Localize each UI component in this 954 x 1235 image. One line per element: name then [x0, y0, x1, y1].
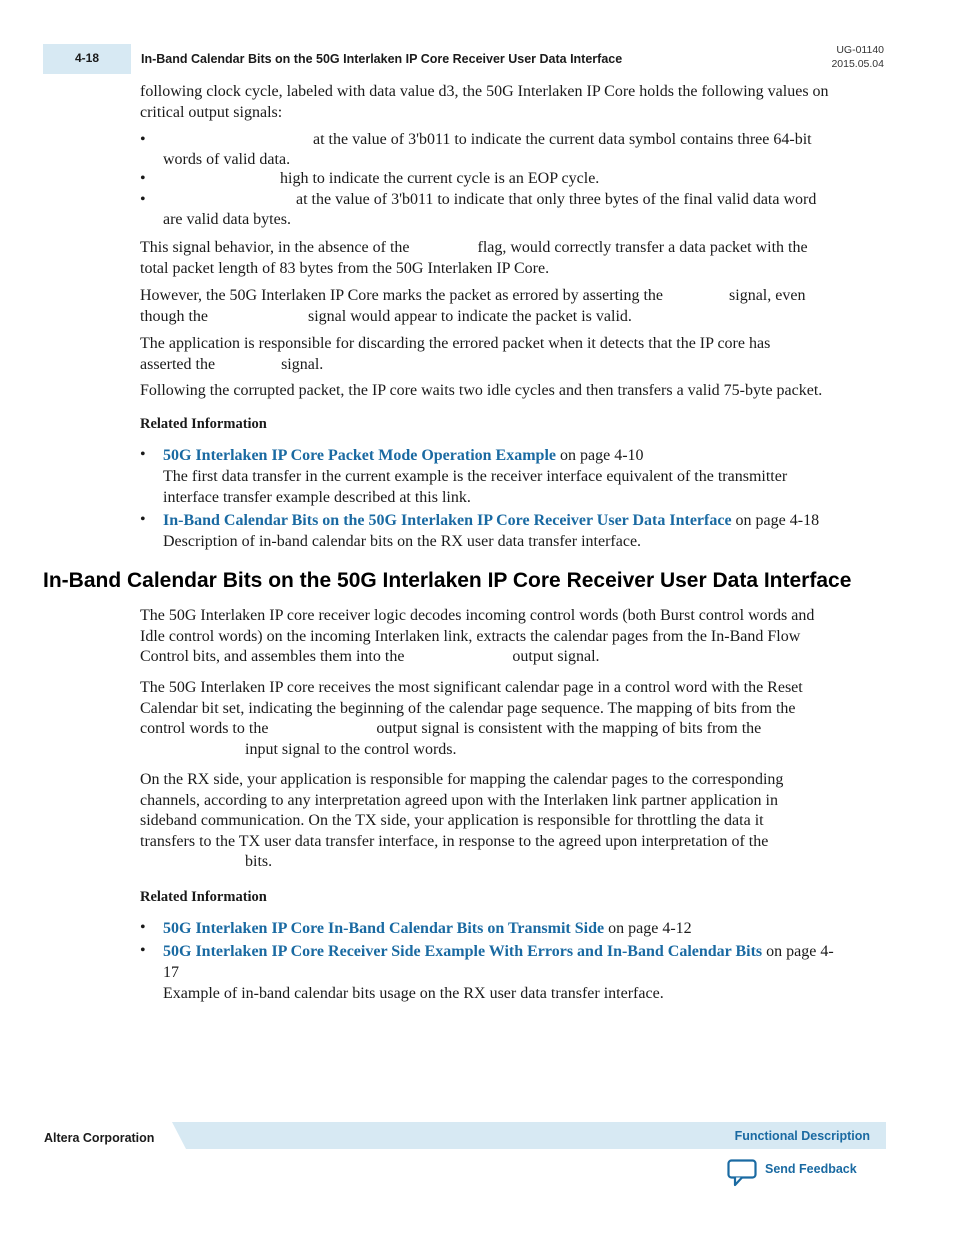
bullet-text-line: are valid data bytes. [163, 210, 291, 228]
text-run: Calendar bit set, indicating the beginning of the calendar page sequence. The mapping of bits from the [140, 699, 796, 717]
bullet-dot: • [140, 191, 146, 208]
paragraph [140, 770, 870, 873]
text-run: flag, would correctly transfer a data packet with the [477, 239, 808, 256]
speech-bubble-icon[interactable] [727, 1159, 757, 1192]
bullet-text [163, 169, 863, 189]
bullet-dot: • [140, 511, 146, 528]
related-link-page: on page 4-12 [608, 920, 692, 937]
bullet-text [163, 190, 863, 229]
document-id [831, 43, 884, 71]
related-link-description: interface transfer example described at this link. [163, 489, 471, 506]
bullet-dot: • [140, 131, 146, 148]
bullet-dot: • [140, 942, 146, 959]
related-link[interactable]: 50G Interlaken IP Core Packet Mode Operation Example [163, 447, 556, 464]
related-link-text [163, 918, 863, 939]
related-link-page: on page 4-18 [735, 512, 820, 529]
paragraph [140, 678, 870, 760]
text-run: signal would appear to indicate the packet is valid. [308, 307, 632, 325]
text-run: signal, even [729, 287, 806, 304]
bullet-text-line: high to indicate the current cycle is an EOP cycle. [280, 170, 600, 187]
footer-section-link[interactable]: Functional Description [734, 1129, 870, 1143]
text-run: Idle control words) on the incoming Interlaken link, extracts the calendar pages from the In-Band Flow [140, 627, 801, 645]
related-link[interactable]: 50G Interlaken IP Core In-Band Calendar Bits on Transmit Side [163, 920, 605, 937]
paragraph [140, 606, 870, 668]
text-run: However, the 50G Interlaken IP Core marks the packet as errored by asserting the [140, 287, 664, 304]
text-run: sideband communication. On the TX side, your application is responsible for throttling the data it [140, 812, 764, 829]
send-feedback-link[interactable]: Send Feedback [765, 1162, 857, 1176]
text-run: output signal. [512, 648, 600, 665]
section-heading: In-Band Calendar Bits on the 50G Interlaken IP Core Receiver User Data Interface [43, 569, 852, 592]
text-run: output signal is consistent with the mapping of bits from the [376, 720, 762, 737]
related-link-page: on page 4-10 [560, 447, 644, 464]
text-run: control words to the [140, 720, 269, 737]
intro-paragraph: following clock cycle, labeled with data value d3, the 50G Interlaken IP Core holds the following values on critical output signals: [140, 83, 829, 121]
paragraph [140, 334, 870, 375]
related-link[interactable]: In-Band Calendar Bits on the 50G Interlaken IP Core Receiver User Data Interface [163, 512, 732, 529]
bullet-dot: • [140, 170, 146, 187]
paragraph: Following the corrupted packet, the IP core waits two idle cycles and then transfers a valid 75-byte packet. [140, 382, 823, 399]
text-run: signal. [281, 355, 324, 373]
related-link-text [163, 941, 863, 1004]
bullet-text [163, 130, 863, 169]
bullet-text-line: at the value of 3'b011 to indicate the current data symbol contains three 64-bit [313, 131, 812, 148]
text-run: though the [140, 307, 208, 325]
related-link-page: on page 4- [766, 943, 834, 960]
bullet-text-line: words of valid data. [163, 150, 291, 168]
text-run: Control bits, and assembles them into the [140, 648, 405, 665]
text-run: transfers to the TX user data transfer interface, in response to the agreed upon interpretation of the [140, 832, 769, 850]
document-id-number: UG-01140 [836, 44, 884, 56]
document-date: 2015.05.04 [831, 58, 884, 70]
related-link-text [163, 510, 863, 552]
text-run: The application is responsible for discarding the errored packet when it detects that the IP core has [140, 335, 771, 352]
related-information-heading: Related Information [140, 889, 267, 905]
text-run: The 50G Interlaken IP core receives the most significant calendar page in a control word with the Reset [140, 679, 803, 696]
bullet-text-line: at the value of 3'b011 to indicate that only three bytes of the final valid data word [296, 191, 817, 208]
paragraph [140, 238, 870, 279]
text-run: input signal to the control words. [245, 740, 457, 758]
related-link[interactable]: 50G Interlaken IP Core Receiver Side Example With Errors and In-Band Calendar Bits [163, 943, 763, 960]
related-link-page-continued: 17 [163, 964, 179, 981]
bullet-dot: • [140, 919, 146, 936]
related-link-text [163, 445, 863, 508]
text-run: asserted the [140, 355, 216, 373]
text-run: total packet length of 83 bytes from the 50G Interlaken IP Core. [140, 259, 550, 277]
text-run: bits. [245, 853, 273, 870]
page-number: 4-18 [75, 51, 100, 65]
paragraph [140, 286, 870, 327]
related-link-description: Description of in-band calendar bits on the RX user data transfer interface. [163, 533, 642, 550]
related-link-description: Example of in-band calendar bits usage on the RX user data transfer interface. [163, 985, 664, 1002]
related-link-description: The first data transfer in the current example is the receiver interface equivalent of the transmitter [163, 468, 788, 485]
text-run: The 50G Interlaken IP core receiver logic decodes incoming control words (both Burst control words and [140, 607, 815, 624]
text-run: This signal behavior, in the absence of the [140, 239, 410, 256]
bullet-dot: • [140, 446, 146, 463]
text-run: On the RX side, your application is responsible for mapping the calendar pages to the corresponding [140, 771, 784, 788]
related-information-heading: Related Information [140, 416, 267, 432]
company-name: Altera Corporation [44, 1131, 155, 1145]
running-header-title: In-Band Calendar Bits on the 50G Interlaken IP Core Receiver User Data Interface [141, 52, 623, 66]
text-run: channels, according to any interpretation agreed upon with the Interlaken link partner application in [140, 791, 778, 809]
